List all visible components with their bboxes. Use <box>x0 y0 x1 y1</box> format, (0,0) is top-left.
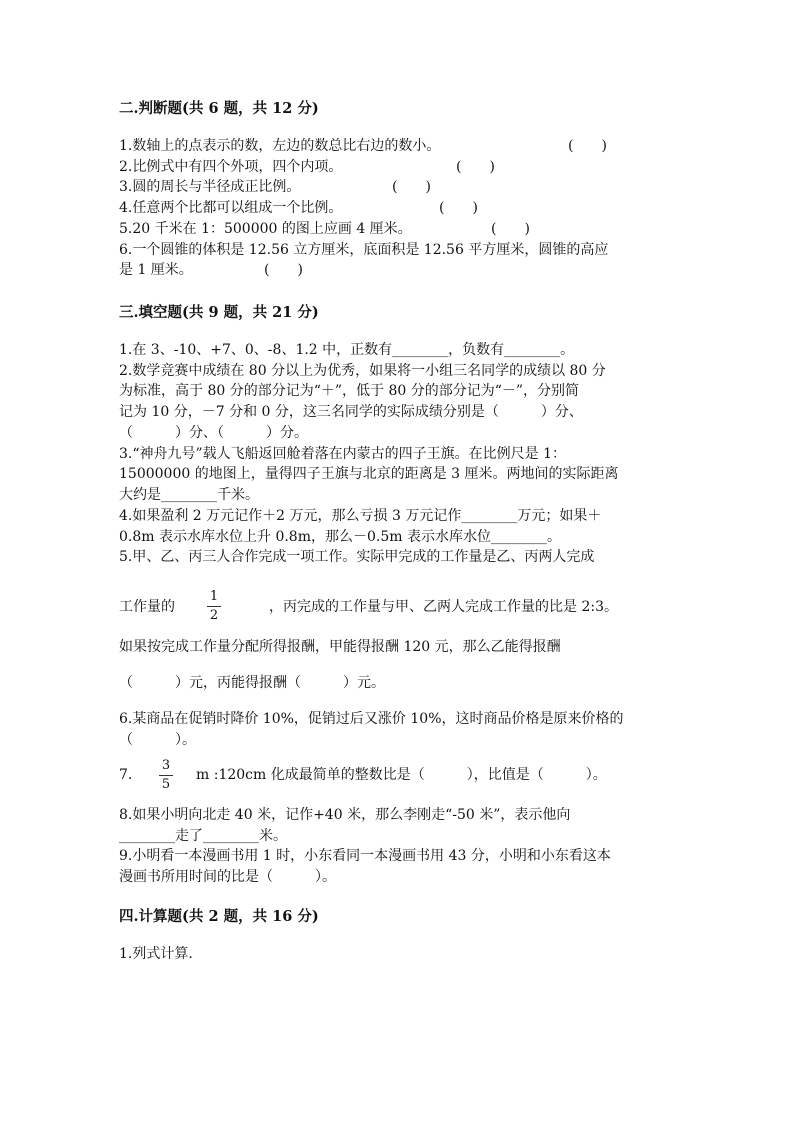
fill-q2-line2: 为标准，高于 80 分的部分记为“＋”，低于 80 分的部分记为“－”，分别简 <box>119 383 580 399</box>
fill-q2-line3: 记为 10 分，－7 分和 0 分，这三名同学的实际成绩分别是（ ）分、 <box>119 404 583 420</box>
fill-q6-line2: （ ）。 <box>119 732 196 748</box>
answer-parentheses: ( ) <box>568 138 607 154</box>
fill-q7 <box>119 765 607 785</box>
fill-q4-line2: 0.8m 表示水库水位上升 0.8m，那么－0.5m 表示水库水位________。 <box>119 529 561 545</box>
judgement-q4 <box>119 198 478 218</box>
section-title-calculation: 四.计算题(共 2 题，共 16 分) <box>119 908 319 925</box>
fill-q4-line1: 4.如果盈利 2 万元记作＋2 万元，那么亏损 3 万元记作________万元；如果＋ <box>119 508 602 524</box>
judgement-q2 <box>119 157 495 177</box>
fill-q5-line2 <box>119 597 618 617</box>
fraction-bar <box>207 606 221 607</box>
fill-q5-line4: （ ）元，丙能得报酬（ ）元。 <box>119 675 385 691</box>
judgement-q6-line2 <box>119 260 303 280</box>
fraction-denominator: 5 <box>161 777 171 792</box>
fill-q8-line1: 8.如果小明向北走 40 米，记作+40 米，那么李刚走“-50 米”，表示他向 <box>119 807 571 823</box>
fill-q8-line2: ________走了________米。 <box>119 828 287 844</box>
fraction-denominator: 2 <box>209 608 219 623</box>
fill-q2-line4: （ ）分、（ ）分。 <box>119 425 308 441</box>
answer-parentheses: ( ) <box>439 200 478 216</box>
fraction-numerator: 1 <box>209 589 219 604</box>
question-text: 3.圆的周长与半径成正比例。 <box>119 179 301 195</box>
answer-parentheses: ( ) <box>392 179 431 195</box>
fraction-three-fifths <box>159 758 173 793</box>
fraction-bar <box>159 775 173 776</box>
question-text: m :120cm 化成最简单的整数比是（ ），比值是（ ）。 <box>196 767 607 783</box>
fill-q9-line1: 9.小明看一本漫画书用 1 时，小东看同一本漫画书用 43 分，小明和小东看这本 <box>119 848 611 864</box>
question-text: 工作量的 <box>119 599 175 615</box>
fill-q3-line2: 15000000 的地图上，量得四子王旗与北京的距离是 3 厘米。两地间的实际距离 <box>119 466 619 482</box>
question-text: 2.比例式中有四个外项，四个内项。 <box>119 159 343 175</box>
fill-q3-line3: 大约是________千米。 <box>119 487 259 503</box>
answer-parentheses: ( ) <box>491 221 530 237</box>
fraction-one-half <box>207 589 221 624</box>
question-text: 是 1 厘米。 <box>119 262 193 278</box>
fill-q5-line1: 5.甲、乙、丙三人合作完成一项工作。实际甲完成的工作量是乙、丙两人完成 <box>119 549 595 565</box>
fill-q5-line3: 如果按完成工作量分配所得报酬，甲能得报酬 120 元，那么乙能得报酬 <box>119 639 561 655</box>
question-text: 7. <box>119 767 133 783</box>
answer-parentheses: ( ) <box>456 159 495 175</box>
calc-q1: 1.列式计算. <box>119 946 193 962</box>
question-text: 1.数轴上的点表示的数，左边的数总比右边的数小。 <box>119 138 441 154</box>
fraction-numerator: 3 <box>161 758 171 773</box>
judgement-q1 <box>119 136 607 156</box>
judgement-q3 <box>119 177 431 197</box>
judgement-q6-line1: 6.一个圆锥的体积是 12.56 立方厘米，底面积是 12.56 平方厘米，圆锥的高应 <box>119 242 609 258</box>
judgement-q5 <box>119 219 530 239</box>
question-text: 5.20 千米在 1：500000 的图上应画 4 厘米。 <box>119 221 412 237</box>
section-title-judgement: 二.判断题(共 6 题，共 12 分) <box>119 100 319 117</box>
question-text: 4.任意两个比都可以组成一个比例。 <box>119 200 343 216</box>
fill-q3-line1: 3.“神舟九号”载人飞船返回舱着落在内蒙古的四子王旗。在比例尺是 1： <box>119 446 567 462</box>
answer-parentheses: ( ) <box>264 262 303 278</box>
fill-q2-line1: 2.数学竞赛中成绩在 80 分以上为优秀，如果将一小组三名同学的成绩以 80 分 <box>119 363 606 379</box>
fill-q6-line1: 6.某商品在促销时降价 10%，促销过后又涨价 10%，这时商品价格是原来价格的 <box>119 711 624 727</box>
fill-q9-line2: 漫画书所用时间的比是（ ）。 <box>119 869 336 885</box>
question-text: ，丙完成的工作量与甲、乙两人完成工作量的比是 2:3。 <box>269 599 618 615</box>
section-title-fill-blank: 三.填空题(共 9 题，共 21 分) <box>119 304 319 321</box>
fill-q1: 1.在 3、-10、+7、0、-8、1.2 中，正数有________，负数有________。 <box>119 342 575 358</box>
